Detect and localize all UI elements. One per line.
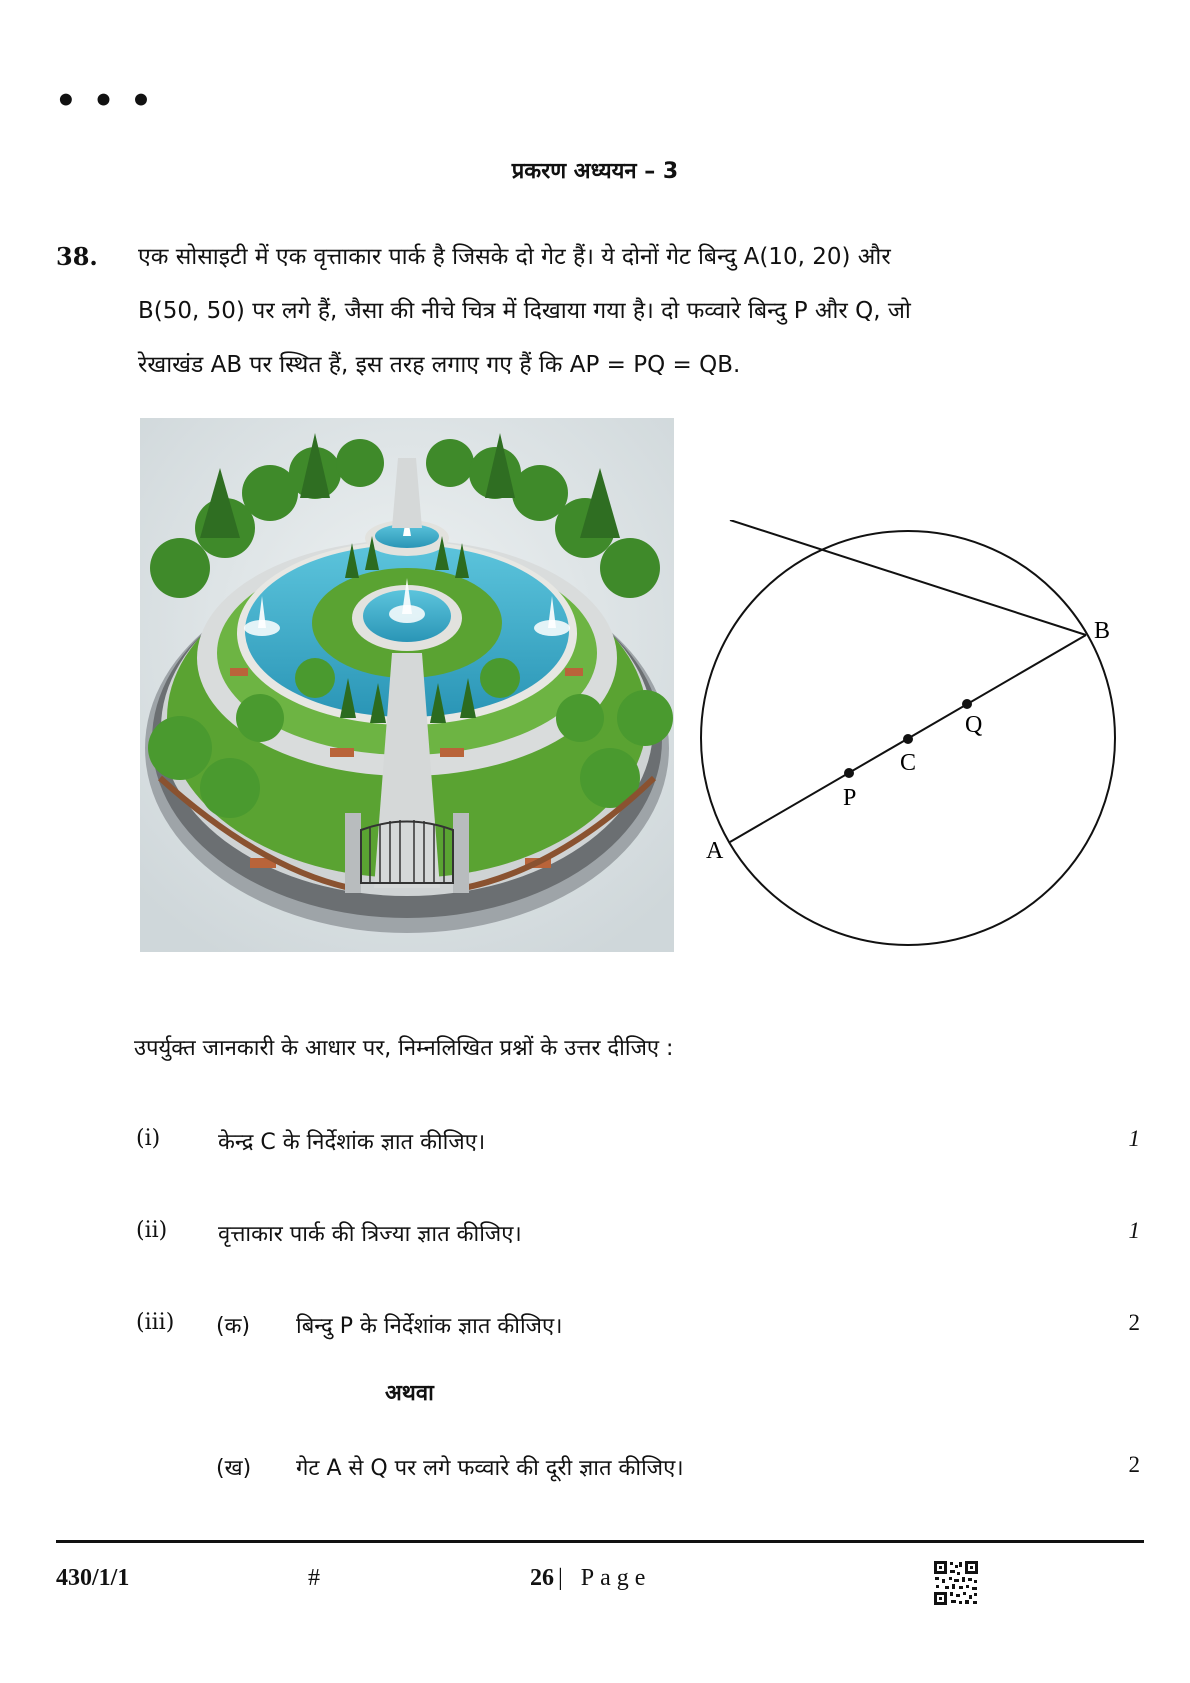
case-study-title: प्रकरण अध्ययन – 3 [511, 159, 679, 184]
question-text-line-2: B(50, 50) पर लगे हैं, जैसा की नीचे चित्र में दिखाया गया है। दो फव्वारे बिन्दु P और Q, जो [138, 298, 911, 324]
part-iii-b-marks: 2 [1128, 1452, 1140, 1477]
part-i-text: केन्द्र C के निर्देशांक ज्ञात कीजिए। [218, 1130, 486, 1155]
part-i-label: (i) [136, 1126, 161, 1151]
or-separator: अथवा [385, 1381, 434, 1406]
ellipsis-marker: • • • [55, 81, 154, 121]
part-iii-a-text: बिन्दु P के निर्देशांक ज्ञात कीजिए। [296, 1314, 563, 1339]
label-a: A [706, 838, 724, 864]
footer-rule [56, 1540, 1144, 1543]
page-word: | Page [558, 1565, 652, 1591]
question-number: 38. [56, 242, 98, 271]
park-illustration [140, 418, 674, 952]
qr-code-icon [933, 1560, 979, 1606]
part-iii-b-text: गेट A से Q पर लगे फव्वारे की दूरी ज्ञात कीजिए। [296, 1456, 684, 1481]
point-p-dot [844, 768, 854, 778]
paper-code: 430/1/1 [56, 1565, 130, 1591]
label-c: C [900, 750, 917, 776]
part-ii-marks: 1 [1128, 1218, 1140, 1243]
part-ii-label: (ii) [136, 1218, 168, 1243]
question-text-line-3: रेखाखंड AB पर स्थित हैं, इस तरह लगाए गए हैं कि AP = PQ = QB. [138, 352, 741, 378]
part-i-marks: 1 [1128, 1126, 1140, 1151]
label-p: P [843, 785, 857, 811]
part-iii-label: (iii) [136, 1310, 175, 1335]
part-iii-b-label: (ख) [216, 1456, 252, 1481]
park-image-icon [140, 418, 674, 952]
part-iii-a-marks: 2 [1128, 1310, 1140, 1335]
point-c-dot [903, 734, 913, 744]
hash-mark: # [308, 1565, 320, 1591]
circle-diagram [680, 520, 1140, 974]
page-indicator [530, 1565, 651, 1592]
label-q: Q [965, 712, 983, 738]
question-text-line-1: एक सोसाइटी में एक वृत्ताकार पार्क है जिसके दो गेट हैं। ये दोनों गेट बिन्दु A(10, 20) और [138, 244, 891, 270]
part-ii-text: वृत्ताकार पार्क की त्रिज्या ज्ञात कीजिए। [218, 1222, 522, 1247]
page-number: 26 [530, 1565, 554, 1591]
label-b: B [1094, 618, 1111, 644]
instruction-text: उपर्युक्त जानकारी के आधार पर, निम्नलिखित प्रश्नों के उत्तर दीजिए : [134, 1036, 674, 1061]
part-iii-a-label: (क) [216, 1314, 251, 1339]
point-q-dot [962, 699, 972, 709]
chord-ab-line [730, 520, 1086, 635]
